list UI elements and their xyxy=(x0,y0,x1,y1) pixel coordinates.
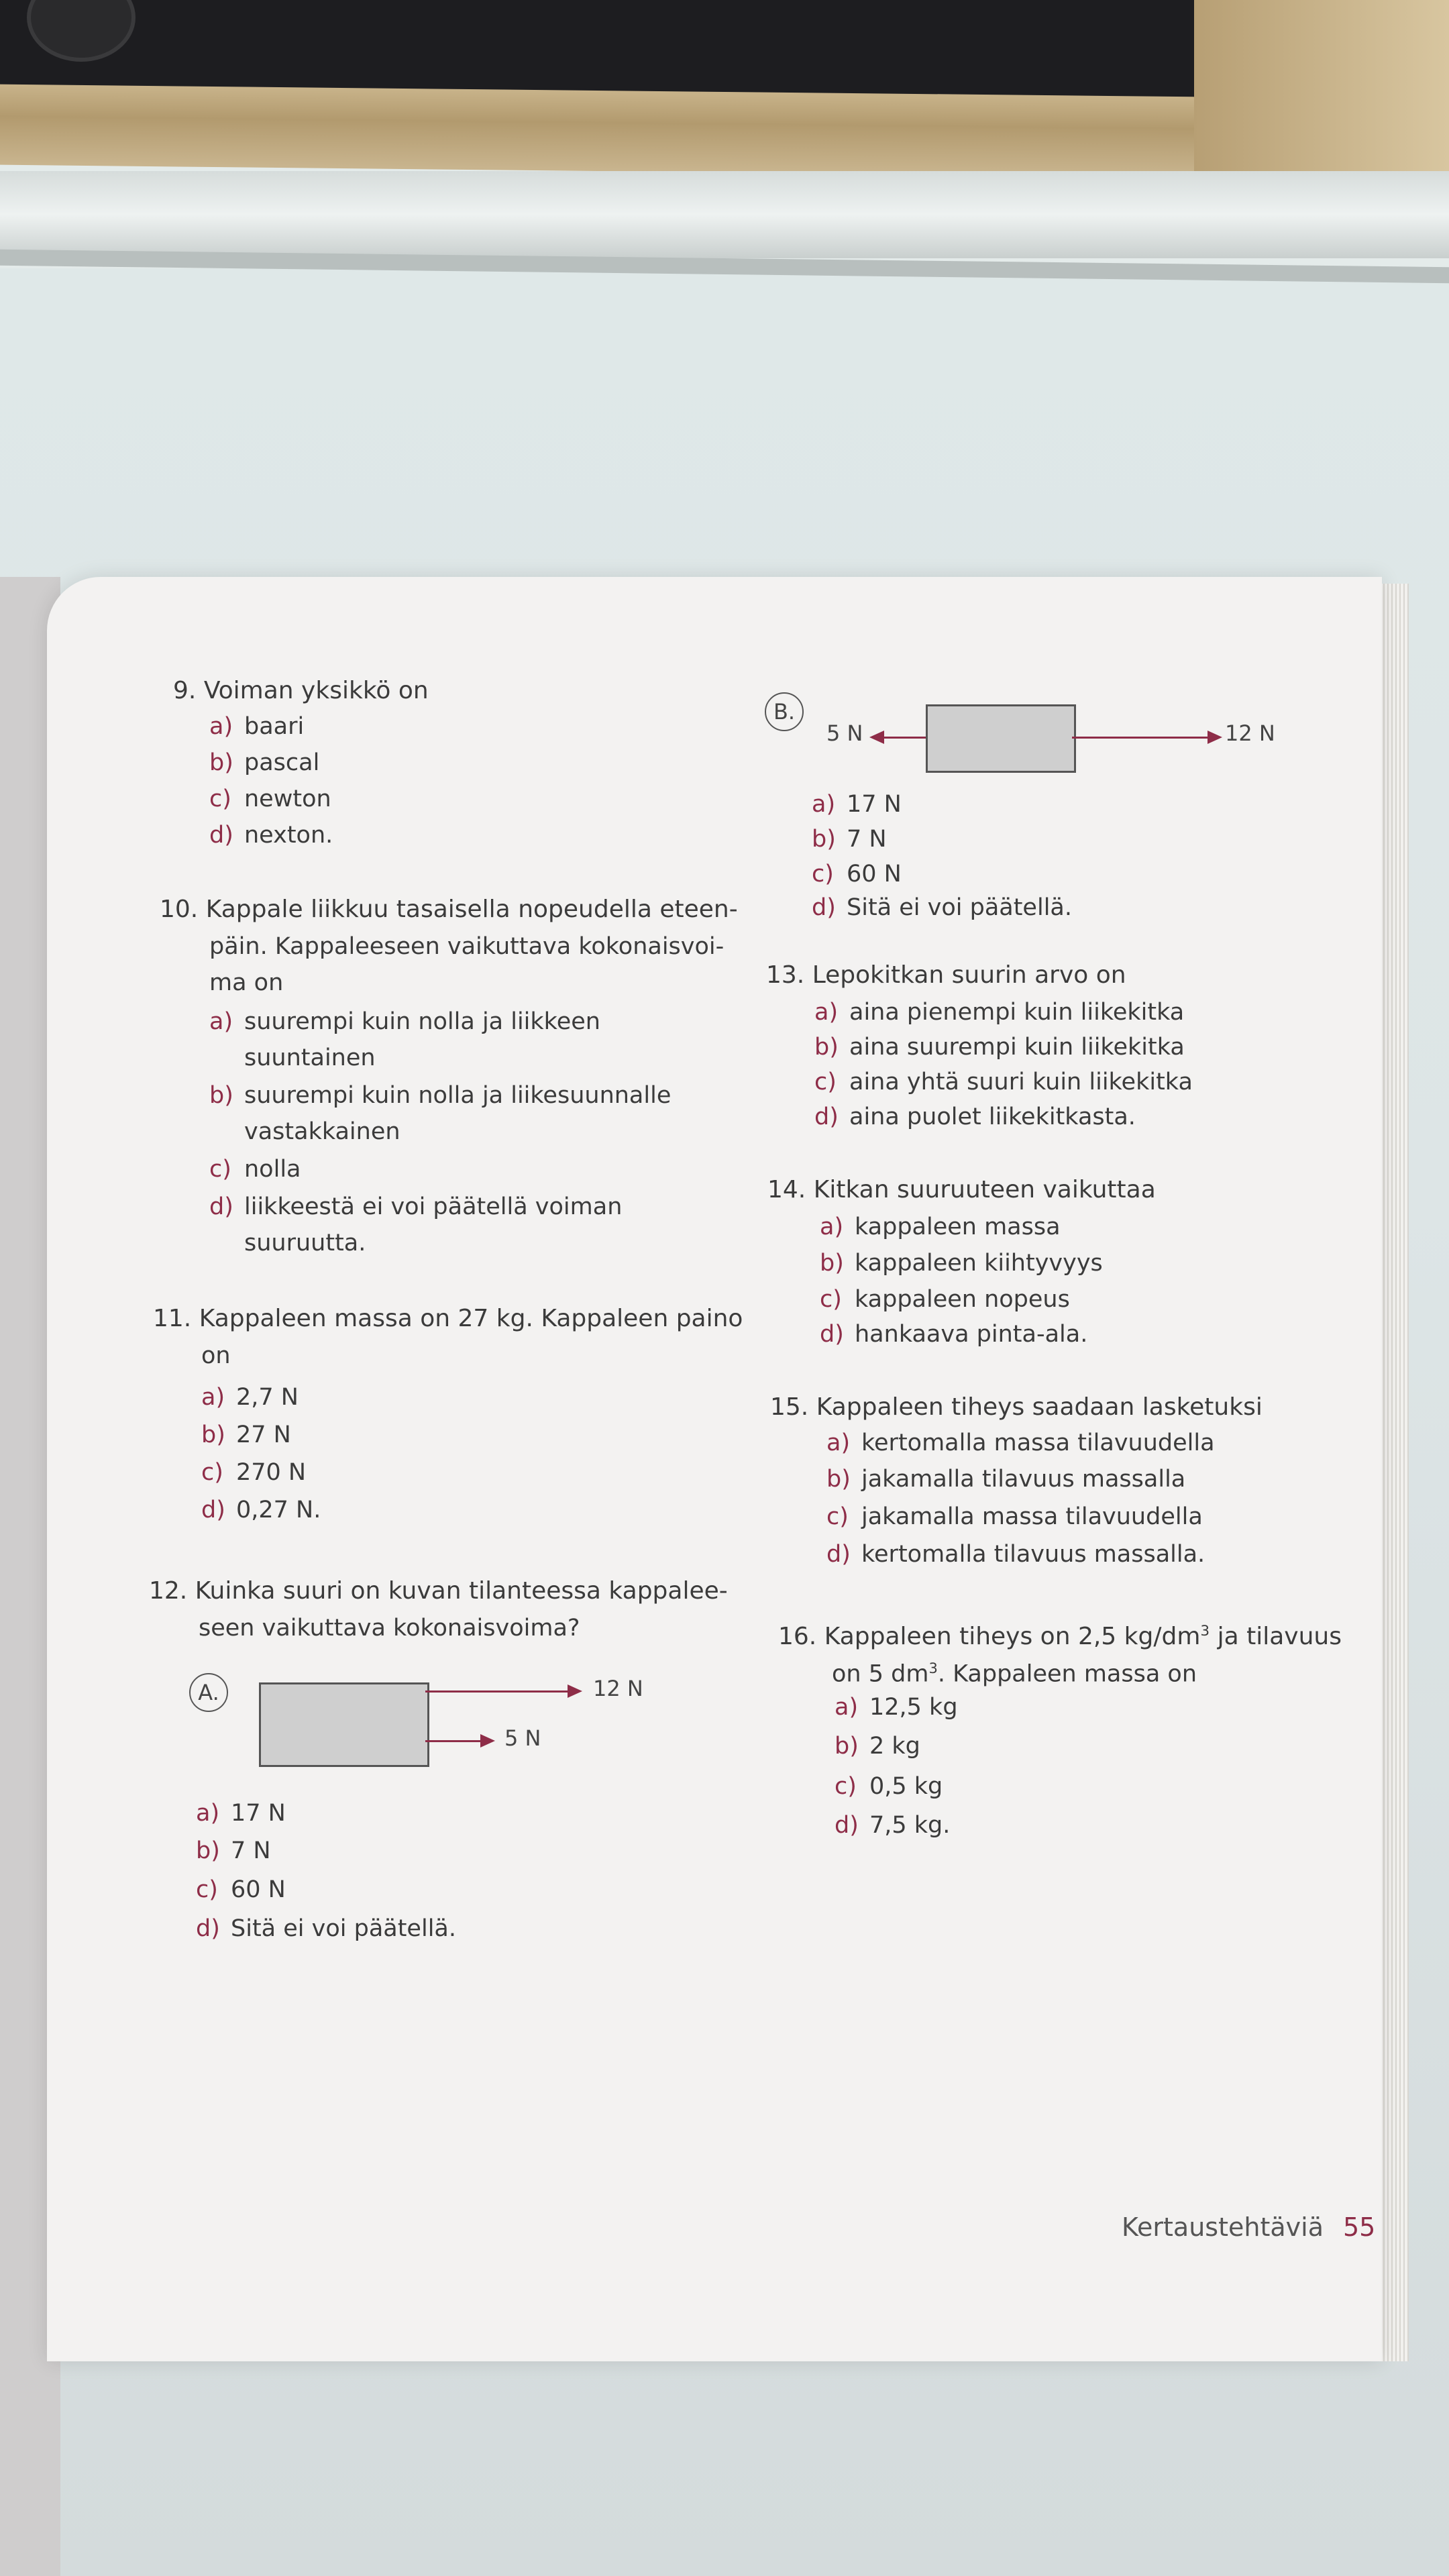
option-15c: c) jakamalla massa tilavuudella xyxy=(826,1503,1203,1530)
option-9b: b) pascal xyxy=(209,749,320,776)
figure-a-arrow-5n xyxy=(425,1740,492,1742)
option-15b: b) jakamalla tilavuus massalla xyxy=(826,1466,1186,1493)
option-16a: a) 12,5 kg xyxy=(835,1694,958,1721)
question-number: 12. xyxy=(149,1577,188,1605)
option-14b: b) kappaleen kiihtyvyys xyxy=(820,1250,1103,1277)
figure-b-block xyxy=(926,704,1076,773)
footer-section-title: Kertaustehtäviä xyxy=(1122,2212,1324,2242)
option-12d-B: d) Sitä ei voi päätellä. xyxy=(812,894,1072,921)
question-text: Kitkan suuruuteen vaikuttaa xyxy=(813,1176,1156,1203)
option-11b: b) 27 N xyxy=(201,1421,291,1448)
option-15d: d) kertomalla tilavuus massalla. xyxy=(826,1541,1205,1568)
option-10b: b) suurempi kuin nolla ja liikesuunnalle xyxy=(209,1082,672,1109)
figure-a-arrow-12n xyxy=(425,1690,580,1693)
question-text-line-1: Kuinka suuri on kuvan tilanteessa kappalee- xyxy=(195,1577,728,1605)
option-11c: c) 270 N xyxy=(201,1459,307,1486)
question-9 xyxy=(173,672,429,710)
figure-b-force-5n: 5 N xyxy=(826,720,863,746)
figure-b-label: B. xyxy=(765,692,804,731)
question-11 xyxy=(153,1300,743,1338)
question-number: 14. xyxy=(767,1176,806,1203)
question-10-line-3: ma on xyxy=(209,969,284,996)
question-number: 16. xyxy=(778,1623,817,1650)
figure-a-label: A. xyxy=(189,1673,228,1712)
option-10d: d) liikkeestä ei voi päätellä voiman xyxy=(209,1193,623,1220)
option-13d: d) aina puolet liikekitkasta. xyxy=(814,1104,1136,1130)
option-12a-A: a) 17 N xyxy=(196,1800,286,1827)
figure-a-force-12n: 12 N xyxy=(593,1676,643,1701)
question-number: 13. xyxy=(766,961,805,989)
option-13b: b) aina suurempi kuin liikekitka xyxy=(814,1034,1185,1061)
question-12 xyxy=(149,1572,728,1610)
figure-a-block xyxy=(259,1682,429,1767)
option-11a: a) 2,7 N xyxy=(201,1384,299,1411)
question-16 xyxy=(778,1613,1342,1656)
option-10a-line-2: suuntainen xyxy=(244,1044,376,1071)
question-text-line-1: Kappaleen tiheys on 2,5 $kg/dm^3$ ja tilavuus xyxy=(824,1623,1342,1650)
option-14a: a) kappaleen massa xyxy=(820,1214,1061,1240)
question-number: 10. xyxy=(160,896,199,923)
question-10-line-2: päin. Kappaleeseen vaikuttava kokonaisvoi- xyxy=(209,933,724,960)
background-shelf xyxy=(0,171,1449,258)
option-12c-B: c) 60 N xyxy=(812,861,902,888)
background-wood-block xyxy=(1194,0,1449,181)
question-text-line-1: Kappaleen massa on 27 kg. Kappaleen paino xyxy=(199,1305,743,1332)
question-number: 9. xyxy=(173,677,197,704)
option-12b-A: b) 7 N xyxy=(196,1837,271,1864)
question-text: Kappaleen tiheys saadaan lasketuksi xyxy=(816,1393,1263,1421)
option-16c: c) 0,5 kg xyxy=(835,1773,943,1800)
figure-a-force-5n: 5 N xyxy=(504,1725,541,1751)
question-16-line-2: on 5 $dm^3$. Kappaleen massa on xyxy=(832,1660,1197,1688)
option-10c: c) nolla xyxy=(209,1156,301,1183)
question-12-line-2: seen vaikuttava kokonaisvoima? xyxy=(199,1615,580,1642)
option-11d: d) 0,27 N. xyxy=(201,1497,321,1523)
question-11-line-2: on xyxy=(201,1342,231,1369)
option-14c: c) kappaleen nopeus xyxy=(820,1286,1070,1313)
figure-b-arrow-12n xyxy=(1072,737,1220,739)
background-wood-plank xyxy=(0,85,1194,178)
option-9d: d) nexton. xyxy=(209,822,333,849)
question-text-line-1: Kappale liikkuu tasaisella nopeudella eteen- xyxy=(205,896,738,923)
option-15a: a) kertomalla massa tilavuudella xyxy=(826,1430,1215,1456)
figure-b-arrow-5n xyxy=(872,737,926,739)
option-10a: a) suurempi kuin nolla ja liikkeen xyxy=(209,1008,600,1035)
option-12c-A: c) 60 N xyxy=(196,1876,286,1903)
question-10 xyxy=(160,891,738,928)
option-14d: d) hankaava pinta-ala. xyxy=(820,1321,1088,1348)
option-12d-A: d) Sitä ei voi päätellä. xyxy=(196,1915,456,1942)
question-number: 11. xyxy=(153,1305,192,1332)
option-9a: a) baari xyxy=(209,713,305,740)
option-16b: b) 2 kg xyxy=(835,1733,920,1760)
question-text: Lepokitkan suurin arvo on xyxy=(812,961,1126,989)
option-13c: c) aina yhtä suuri kuin liikekitka xyxy=(814,1069,1193,1095)
question-text: Voiman yksikkö on xyxy=(203,677,429,704)
figure-b-force-12n: 12 N xyxy=(1225,720,1275,746)
option-10d-line-2: suuruutta. xyxy=(244,1230,366,1256)
question-15 xyxy=(770,1389,1263,1426)
option-16d: d) 7,5 kg. xyxy=(835,1812,951,1839)
option-12b-B: b) 7 N xyxy=(812,826,887,853)
option-9c: c) newton xyxy=(209,786,331,812)
option-12a-B: a) 17 N xyxy=(812,791,902,818)
question-14 xyxy=(767,1171,1156,1209)
option-10b-line-2: vastakkainen xyxy=(244,1118,400,1145)
question-13 xyxy=(766,957,1126,994)
option-13a: a) aina pienempi kuin liikekitka xyxy=(814,999,1185,1026)
question-number: 15. xyxy=(770,1393,809,1421)
page-number: 55 xyxy=(1343,2212,1376,2242)
